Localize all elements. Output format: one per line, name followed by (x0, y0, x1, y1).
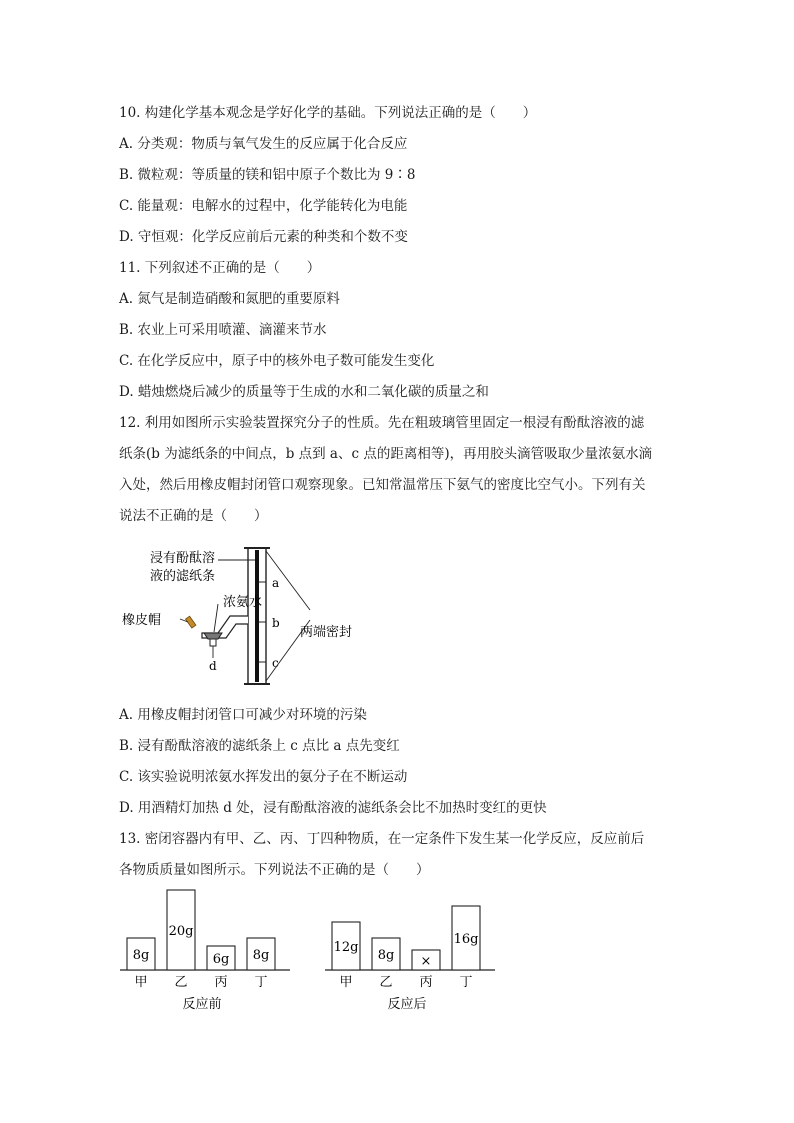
question-11-option-c: C. 在化学反应中，原子中的核外电子数可能发生变化 (119, 353, 435, 369)
question-12-stem-line: 入处，然后用橡皮帽封闭管口观察现象。已知常温常压下氨气的密度比空气小。下列有关 (119, 477, 646, 493)
question-13-stem-line: 13. 密闭容器内有甲、乙、丙、丁四种物质，在一定条件下发生某一化学反应，反应前后 (119, 831, 645, 847)
chart-title: 反应前 (182, 997, 222, 1012)
question-10-option-c: C. 能量观：电解水的过程中，化学能转化为电能 (119, 198, 408, 214)
bar-value-label: 6g (212, 952, 230, 967)
label-ammonia: 浓氨水 (223, 595, 263, 610)
label-c: c (272, 656, 279, 670)
question-12-stem-line: 纸条(b 为滤纸条的中间点，b 点到 a、c 点的距离相等)，再用胶头滴管吸取少量浓氨水滴 (119, 446, 653, 462)
mass-chart-before (120, 880, 295, 1015)
filter-paper-strip (255, 550, 259, 682)
bar-value-label: 8g (132, 948, 150, 963)
category-label: 丙 (419, 975, 433, 990)
bar-value-label: 12g (333, 940, 359, 955)
label-a: a (272, 576, 280, 590)
question-12-option-c: C. 该实验说明浓氨水挥发出的氨分子在不断运动 (119, 769, 408, 785)
bar-value-label: 8g (252, 948, 270, 963)
ammonia-stem (210, 639, 216, 646)
bar-value-label: 20g (168, 924, 194, 939)
bar-value-label: 16g (453, 932, 479, 947)
bar-value-label: 8g (377, 948, 395, 963)
category-label: 丙 (214, 975, 228, 990)
question-12-stem-line: 说法不正确的是（ ） (119, 508, 268, 524)
label-b: b (272, 616, 280, 630)
label-rubber-cap: 橡皮帽 (122, 613, 162, 628)
question-11-option-b: B. 农业上可采用喷灌、滴灌来节水 (119, 322, 327, 338)
question-11-option-d: D. 蜡烛燃烧后减少的质量等于生成的水和二氧化碳的质量之和 (119, 384, 489, 400)
label-filter-strip: 浸有酚酞溶 (150, 551, 216, 566)
category-label: 甲 (134, 975, 148, 990)
category-label: 乙 (174, 975, 188, 990)
question-12-stem-line: 12. 利用如图所示实验装置探究分子的性质。先在粗玻璃管里固定一根浸有酚酞溶液的滤 (119, 415, 645, 431)
question-11-option-a: A. 氮气是制造硝酸和氮肥的重要原料 (119, 291, 340, 307)
question-10-option-a: A. 分类观：物质与氧气发生的反应属于化合反应 (119, 136, 408, 152)
label-filter-strip: 液的滤纸条 (150, 569, 216, 584)
question-12-option-a: A. 用橡皮帽封闭管口可减少对环境的污染 (119, 707, 367, 723)
chart-title: 反应后 (387, 997, 427, 1012)
question-12-option-b: B. 浸有酚酞溶液的滤纸条上 c 点比 a 点先变红 (119, 738, 400, 754)
category-label: 乙 (379, 975, 393, 990)
question-11-stem: 11. 下列叙述不正确的是（ ） (119, 260, 321, 276)
bar-value-label: × (420, 954, 432, 969)
question-13-stem-line: 各物质质量如图所示。下列说法不正确的是（ ） (119, 862, 430, 878)
question-10-option-d: D. 守恒观：化学反应前后元素的种类和个数不变 (119, 229, 408, 245)
label-sealed: 两端密封 (300, 625, 353, 640)
question-10-stem: 10. 构建化学基本观念是学好化学的基础。下列说法正确的是（ ） (119, 105, 537, 121)
category-label: 丁 (459, 975, 473, 990)
experiment-apparatus-figure (118, 538, 368, 690)
leader-line (214, 604, 218, 632)
question-10-option-b: B. 微粒观：等质量的镁和铝中原子个数比为 9∶8 (119, 167, 416, 183)
category-label: 甲 (339, 975, 353, 990)
category-label: 丁 (254, 975, 268, 990)
mass-chart-after (325, 880, 500, 1015)
question-12-option-d: D. 用酒精灯加热 d 处，浸有酚酞溶液的滤纸条会比不加热时变红的更快 (119, 800, 547, 816)
label-d: d (209, 659, 217, 673)
